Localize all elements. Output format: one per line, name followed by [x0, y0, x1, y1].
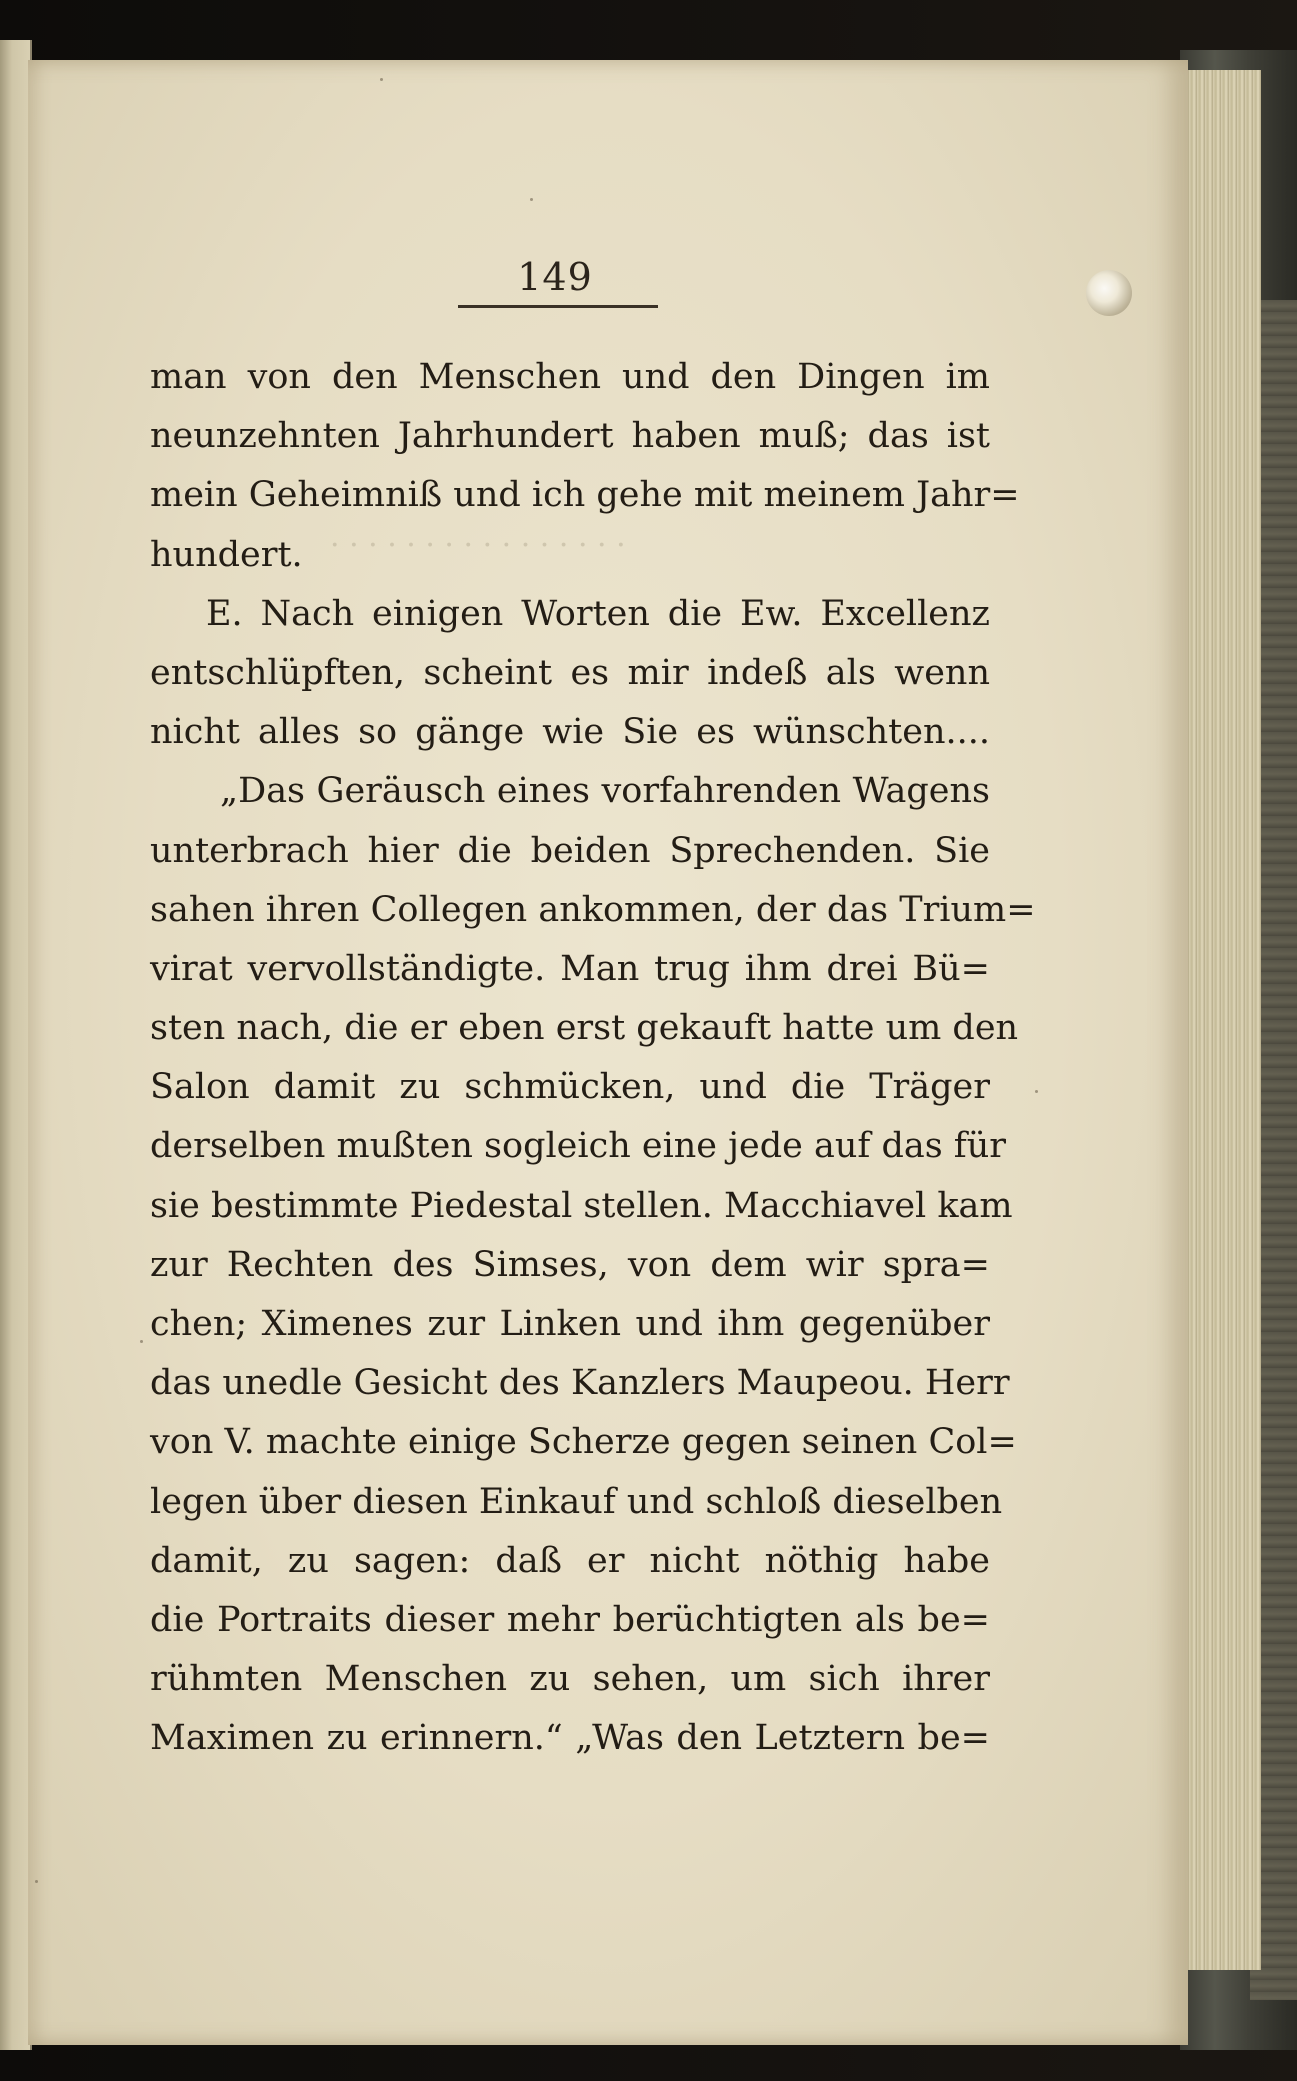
text-line: virat vervollständigte. Man trug ihm drei Bü=: [150, 948, 990, 989]
show-through-text: · · · · · · · · · · · · · · · ·: [330, 528, 626, 563]
text-line: legen über diesen Einkauf und schloß dieselben: [150, 1481, 1003, 1522]
paper-speck: [380, 78, 383, 81]
page-number: 149: [517, 255, 593, 299]
text-line: Salon damit zu schmücken, und die Träger: [150, 1067, 990, 1108]
paper-speck: [35, 1880, 38, 1883]
text-line: die Portraits dieser mehr berüchtigten als be=: [150, 1599, 990, 1640]
text-line: damit, zu sagen: daß er nicht nöthig habe: [150, 1540, 990, 1581]
text-line: sahen ihren Collegen ankommen, der das Trium=: [150, 889, 1036, 930]
text-line: von V. machte einige Scherze gegen seinen Col=: [150, 1422, 1017, 1463]
paper-speck: [1035, 1090, 1038, 1093]
text-line: nicht alles so gänge wie Sie es wünschten....: [150, 712, 990, 753]
paper-speck: [530, 198, 533, 201]
text-line: Maximen zu erinnern.“ „Was den Letztern be=: [150, 1718, 990, 1759]
binding-hole: [1086, 270, 1132, 316]
text-line: derselben mußten sogleich eine jede auf das für: [150, 1126, 1007, 1167]
paper-speck: [140, 1340, 143, 1343]
text-line: rühmten Menschen zu sehen, um sich ihrer: [150, 1659, 990, 1700]
page-edges: [1180, 70, 1261, 1970]
text-line: das unedle Gesicht des Kanzlers Maupeou. Herr: [150, 1363, 1010, 1404]
text-line: neunzehnten Jahrhundert haben muß; das ist: [150, 416, 990, 457]
body-text: [150, 348, 1036, 1769]
text-line: entschlüpften, scheint es mir indeß als wenn: [150, 652, 990, 693]
text-line: unterbrach hier die beiden Sprechenden. Sie: [150, 830, 990, 871]
text-line: sie bestimmte Piedestal stellen. Macchiavel kam: [150, 1185, 1013, 1226]
text-line: sten nach, die er eben erst gekauft hatte um den: [150, 1008, 1019, 1049]
text-line: „Das Geräusch eines vorfahrenden Wagens: [220, 771, 990, 812]
text-line: man von den Menschen und den Dingen im: [150, 357, 990, 397]
text-line: E. Nach einigen Worten die Ew. Excellenz: [206, 593, 990, 634]
text-line: zur Rechten des Simses, von dem wir spra=: [150, 1244, 990, 1285]
text-line: chen; Ximenes zur Linken und ihm gegenüber: [150, 1304, 990, 1344]
text-line: mein Geheimniß und ich gehe mit meinem Jahr=: [150, 475, 1020, 516]
text-line: hundert.: [150, 534, 303, 575]
header-rule: [458, 305, 658, 308]
